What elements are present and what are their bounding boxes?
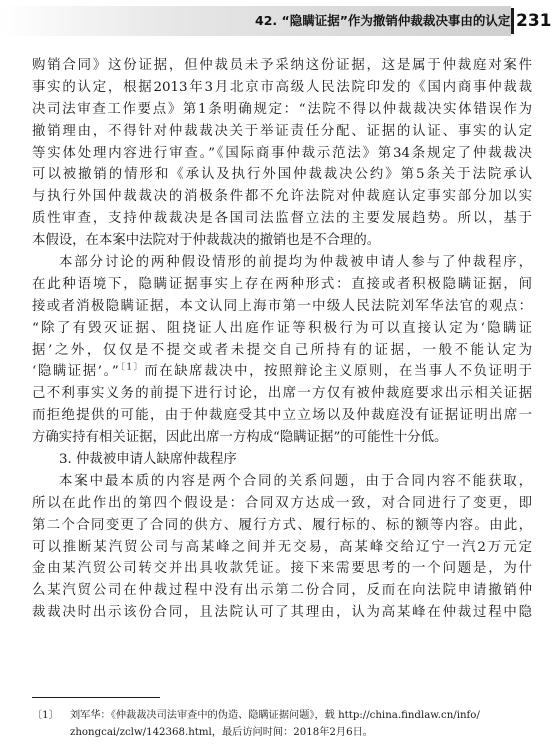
body-line: 所以在此作出的第四个假设是：合同双方达成一致，对合同进行了变更，即 <box>32 495 532 511</box>
footnote-separator <box>32 697 160 698</box>
body-line: 接或者消极隐瞒证据，本文认同上海市第一中级人民法院刘军华法官的观点： <box>32 298 532 314</box>
body-line-with-footnote <box>32 361 532 383</box>
body-line: 而拒绝提供的可能，由于仲裁庭受其中立立场以及仲裁庭没有证据证明出席一 <box>32 408 532 424</box>
running-header <box>0 6 558 36</box>
quoted-text: ‘隐瞒证据’。” <box>32 364 119 380</box>
body-line: 事实的认定，根据2013年3月北京市高级人民法院印发的《国内商事仲裁裁 <box>32 79 532 95</box>
footnote-number: 〔1〕 <box>32 710 59 721</box>
body-line: 撤销理由，不得针对仲裁裁决关于举证责任分配、证据的认证、事实的认定 <box>32 123 532 139</box>
footnote-line: zhongcai/zclw/142368.html，最后访问时间：2018年2月6日。 <box>70 727 373 738</box>
body-line: 么某汽贸公司在仲裁过程中没有出示第二份合同，反而在向法院申请撤销仲 <box>32 583 532 599</box>
chapter-title: 42. “隐瞒证据”作为撤销仲裁裁决事由的认定 <box>255 13 511 28</box>
body-line: 第二个合同变更了合同的供方、履行方式、履行标的、标的额等内容。由此， <box>32 517 532 533</box>
body-line: 本案中最本质的内容是两个合同的关系问题，由于合同内容不能获取， <box>59 473 532 489</box>
body-line: “除了有毁灭证据、阻挠证人出庭作证等积极行为可以直接认定为‘隐瞒证 <box>32 320 532 336</box>
body-line: 与执行外国仲裁裁决的消极条件都不允许法院对仲裁庭认定事实部分加以实 <box>32 189 532 205</box>
page-number: 231 <box>516 11 552 31</box>
body-line: 裁裁决时出示该份合同，且法院认可了其理由，认为高某峰在仲裁过程中隐 <box>32 605 532 621</box>
body-line: 质性审查，支持仲裁裁决是各国司法监督立法的主要发展趋势。所以，基于 <box>32 211 532 227</box>
section-heading: 3. 仲裁被申请人缺席仲裁程序 <box>59 452 237 468</box>
body-line: 等实体处理内容进行审查。”《国际商事仲裁示范法》第34条规定了仲裁裁决 <box>32 145 532 161</box>
footnote-text: 刘军华：《仲裁裁决司法审查中的伪造、隐瞒证据问题》，载 http://china.findlaw.cn/info/ <box>70 710 480 721</box>
footnote-marker[interactable]: 〔1〕 <box>118 363 145 373</box>
body-line: 方确实持有相关证据，因此出席一方构成“隐瞒证据”的可能性十分低。 <box>32 430 448 446</box>
body-line: 本部分讨论的两种假设情形的前提均为仲裁被申请人参与了仲裁程序， <box>59 255 532 271</box>
body-line: 可以被撤销的情形和《承认及执行外国仲裁裁决公约》第5条关于法院承认 <box>32 167 532 183</box>
footnote-line <box>32 707 532 724</box>
header-divider <box>511 8 514 34</box>
footnotes <box>32 707 532 741</box>
body-line: 己不利事实义务的前提下进行讨论，出席一方仅有被仲裁庭要求出示相关证据 <box>32 386 532 402</box>
body-line: 本假设，在本案中法院对于仲裁裁决的撤销也是不合理的。 <box>32 233 381 249</box>
body-text <box>32 55 532 624</box>
body-line: 据’之外，仅仅是不提交或者未提交自己所持有的证据，一般不能认定为 <box>32 342 532 358</box>
body-line: 金由某汽贸公司转交并出具收款凭证。接下来需要思考的一个问题是，为什 <box>32 561 532 577</box>
body-line: 可以推断某汽贸公司与高某峰之间并无交易，高某峰交给辽宁一汽2万元定 <box>32 539 532 555</box>
body-line-continuation: 而在缺席裁决中，按照辩论主义原则，在当事人不负证明于 <box>144 364 532 380</box>
body-line: 购销合同》这份证据，但仲裁员未予采纳这份证据，这是属于仲裁庭对案件 <box>32 58 532 73</box>
body-line: 在此种语境下，隐瞒证据事实上存在两种形式：直接或者积极隐瞒证据，间 <box>32 276 532 292</box>
body-line: 决司法审查工作要点》第1条明确规定：“法院不得以仲裁裁决实体错误作为 <box>32 101 532 117</box>
